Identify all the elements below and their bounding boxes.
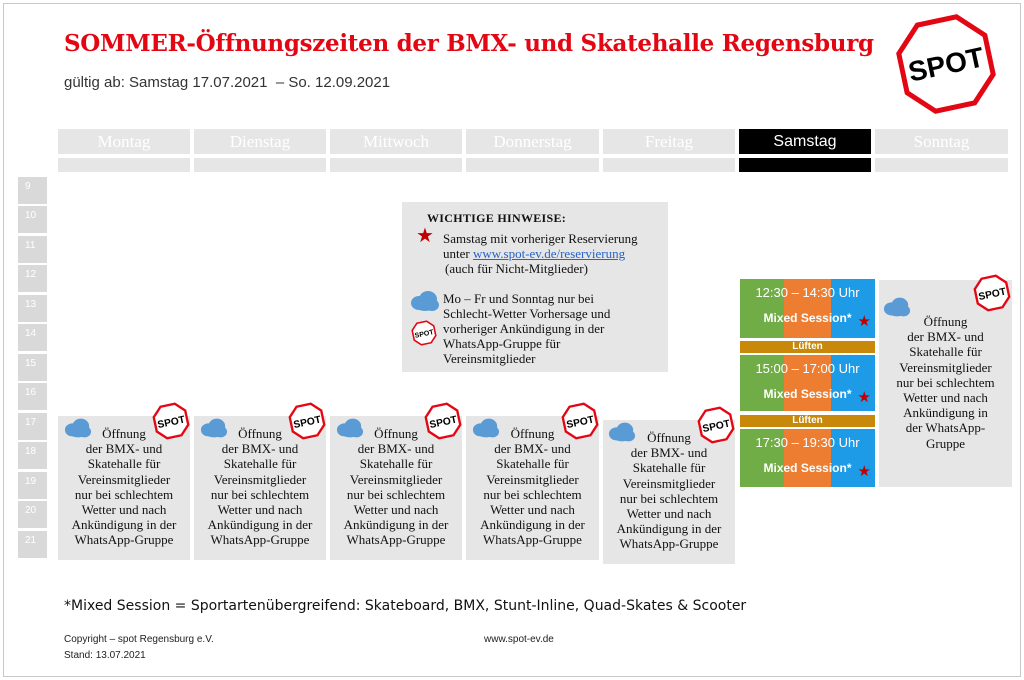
card-line: Ankündigung in der — [343, 517, 449, 533]
card-line: Vereinsmitglieder — [899, 359, 992, 375]
day-header-sonntag: Sonntag — [875, 129, 1008, 154]
card-line: Öffnung — [923, 314, 968, 329]
card-line: nur bei schlechtem — [896, 374, 995, 390]
card-line: Skatehalle für — [223, 456, 297, 472]
red-star-icon: ★ — [857, 314, 871, 330]
day-subbar — [330, 158, 462, 172]
red-star-icon: ★ — [857, 464, 871, 480]
svg-text:SPOT: SPOT — [701, 418, 732, 436]
svg-text:SPOT: SPOT — [414, 329, 435, 340]
session-label: Mixed Session* — [763, 461, 852, 475]
card-line: Wetter und nach — [903, 390, 988, 406]
card-line: Ankündigung in — [903, 405, 988, 421]
card-line: Ankündigung in der — [207, 517, 313, 533]
card-line: WhatsApp-Gruppe — [74, 532, 174, 548]
card-line: Ankündigung in der — [616, 521, 722, 537]
weekday-card-mittwoch — [330, 416, 462, 560]
spot-small-icon — [973, 274, 1011, 312]
card-line: Wetter und nach — [81, 502, 167, 518]
notes-saturday-line1: Samstag mit vorheriger Reservierung — [443, 231, 638, 246]
card-line: WhatsApp-Gruppe — [619, 536, 719, 552]
session-block-2 — [740, 355, 875, 411]
day-header-mittwoch: Mittwoch — [330, 129, 462, 154]
hour-label: 21 — [18, 531, 47, 558]
card-line: Öffnung — [374, 426, 418, 441]
day-subbar — [466, 158, 599, 172]
weekday-card-dienstag — [194, 416, 326, 560]
day-subbar — [58, 158, 190, 172]
card-line: Wetter und nach — [490, 502, 575, 518]
hour-label: 16 — [18, 383, 47, 410]
notes-weekday-line4: WhatsApp-Gruppe für — [443, 336, 561, 351]
card-line: Ankündigung in der — [480, 517, 585, 533]
card-line: WhatsApp-Gruppe — [346, 532, 446, 548]
session-time: 12:30 – 14:30 Uhr — [755, 285, 860, 300]
card-line: Skatehalle für — [359, 456, 433, 472]
page-title: SOMMER-Öffnungszeiten der BMX- und Skatehalle Regensburg — [64, 30, 874, 57]
card-line: der BMX- und — [907, 329, 984, 345]
website-link[interactable]: www.spot-ev.de — [484, 634, 554, 645]
card-line: Wetter und nach — [353, 502, 439, 518]
validity-period: gültig ab: Samstag 17.07.2021 – So. 12.09.2021 — [64, 74, 391, 91]
card-line: der WhatsApp- — [905, 420, 986, 436]
notes-heading: WICHTIGE HINWEISE: — [427, 211, 567, 225]
notes-saturday-prefix: unter — [443, 246, 473, 261]
lueften-bar: Lüften — [740, 415, 875, 427]
card-line: Vereinsmitglieder — [486, 471, 579, 487]
card-line: Wetter und nach — [217, 502, 303, 518]
hour-label: 9 — [18, 177, 47, 204]
card-line: Vereinsmitglieder — [622, 475, 716, 491]
card-line: Gruppe — [926, 435, 965, 451]
card-line: WhatsApp-Gruppe — [483, 532, 582, 548]
card-line: Öffnung — [510, 426, 555, 441]
svg-text:SPOT: SPOT — [565, 414, 596, 432]
day-header-donnerstag: Donnerstag — [466, 129, 599, 154]
spot-logo — [894, 12, 998, 116]
card-line: Ankündigung in der — [71, 517, 177, 533]
session-label: Mixed Session* — [763, 311, 852, 325]
card-line: WhatsApp-Gruppe — [210, 532, 310, 548]
hour-label: 13 — [18, 295, 47, 322]
hour-label: 14 — [18, 324, 47, 351]
card-line: nur bei schlechtem — [74, 486, 174, 502]
hour-label: 15 — [18, 354, 47, 381]
copyright: Copyright – spot Regensburg e.V. — [64, 634, 214, 645]
hour-label: 10 — [18, 206, 47, 233]
stand-date: Stand: 13.07.2021 — [64, 650, 146, 661]
hour-label: 11 — [18, 236, 47, 263]
svg-text:SPOT: SPOT — [156, 414, 187, 432]
card-line: Skatehalle für — [632, 460, 706, 476]
cloud-icon — [410, 290, 440, 312]
card-line: Öffnung — [647, 430, 691, 445]
session-time: 15:00 – 17:00 Uhr — [755, 361, 860, 376]
spot-small-icon — [411, 320, 437, 346]
card-line: der BMX- und — [494, 441, 571, 457]
card-line: Vereinsmitglieder — [349, 471, 443, 487]
hour-label: 20 — [18, 501, 47, 528]
card-line: Öffnung — [238, 426, 282, 441]
hour-label: 12 — [18, 265, 47, 292]
session-time: 17:30 – 19:30 Uhr — [755, 435, 860, 450]
card-line: nur bei schlechtem — [483, 486, 582, 502]
card-line: nur bei schlechtem — [346, 486, 446, 502]
hour-label: 18 — [18, 442, 47, 469]
day-subbar — [194, 158, 326, 172]
card-line: Vereinsmitglieder — [77, 471, 171, 487]
day-header-samstag: Samstag — [739, 129, 871, 154]
hour-label: 19 — [18, 472, 47, 499]
lueften-bar: Lüften — [740, 341, 875, 353]
svg-text:SPOT: SPOT — [292, 414, 323, 432]
reservation-link[interactable]: www.spot-ev.de/reservierung — [472, 246, 626, 261]
card-line: Vereinsmitglieder — [213, 471, 307, 487]
day-header-freitag: Freitag — [603, 129, 735, 154]
notes-weekday-line1: Mo – Fr und Sonntag nur bei — [443, 291, 594, 306]
notes-weekday-line2: Schlecht-Wetter Vorhersage und — [443, 306, 611, 321]
session-block-3 — [740, 429, 875, 487]
weekday-card-donnerstag — [466, 416, 599, 560]
hour-label: 17 — [18, 413, 47, 440]
day-subbar-active — [739, 158, 871, 172]
important-notes — [402, 202, 668, 372]
svg-text:SPOT: SPOT — [428, 414, 459, 432]
notes-weekday-line3: vorheriger Ankündigung in der — [443, 321, 605, 336]
card-line: Wetter und nach — [626, 506, 712, 522]
red-star-icon: ★ — [857, 390, 871, 406]
notes-saturday-line3: (auch für Nicht-Mitglieder) — [445, 261, 588, 276]
red-star-icon: ★ — [416, 225, 434, 247]
card-line: der BMX- und — [221, 441, 299, 457]
card-line: nur bei schlechtem — [210, 486, 310, 502]
card-line: der BMX- und — [85, 441, 163, 457]
session-label: Mixed Session* — [763, 387, 852, 401]
weekday-card-freitag — [603, 420, 735, 564]
svg-text:SPOT: SPOT — [977, 286, 1008, 304]
card-line: Öffnung — [102, 426, 146, 441]
card-line: Skatehalle für — [909, 344, 982, 360]
card-line: Skatehalle für — [87, 456, 161, 472]
card-line: der BMX- und — [630, 445, 708, 461]
footnote: *Mixed Session = Sportartenübergreifend: Skateboard, BMX, Stunt-Inline, Quad-Skates & Scooter — [64, 598, 747, 614]
day-header-dienstag: Dienstag — [194, 129, 326, 154]
card-line: der BMX- und — [357, 441, 435, 457]
day-subbar — [603, 158, 735, 172]
day-header-montag: Montag — [58, 129, 190, 154]
spot-logo-text: SPOT — [905, 41, 987, 88]
session-block-1 — [740, 279, 875, 338]
card-line: nur bei schlechtem — [619, 490, 719, 506]
day-subbar — [875, 158, 1008, 172]
weekday-card-montag — [58, 416, 190, 560]
notes-weekday-line5: Vereinsmitglieder — [443, 351, 536, 366]
weekday-card-sonntag — [879, 280, 1012, 487]
card-line: Skatehalle für — [496, 456, 569, 472]
